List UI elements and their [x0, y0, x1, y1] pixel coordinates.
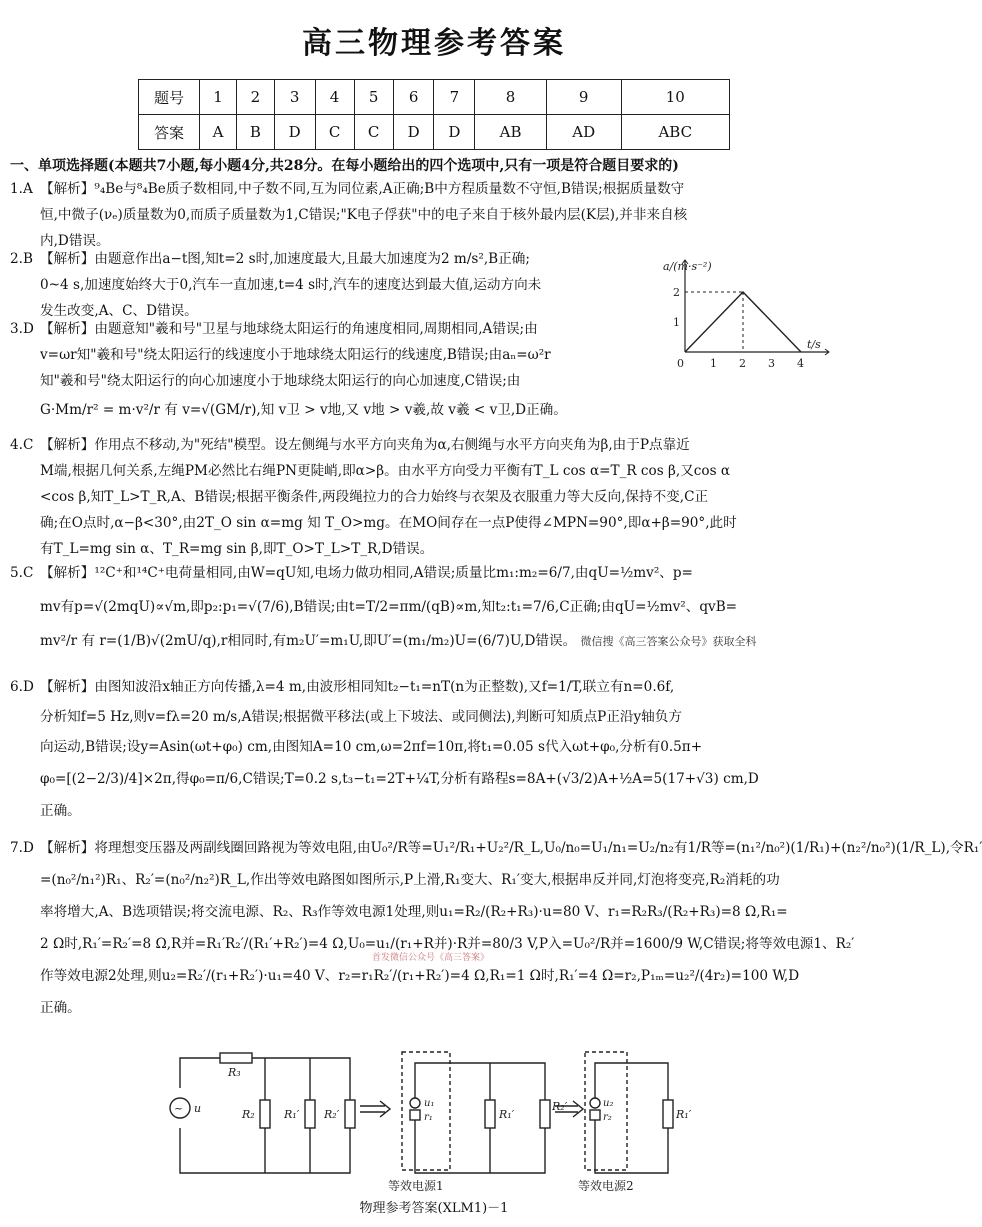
label-r1p: R₁′	[499, 1108, 515, 1121]
question-3	[10, 316, 660, 426]
label-r1p: R₁′	[676, 1108, 692, 1121]
table-cell: D	[434, 115, 475, 150]
wire	[180, 1058, 220, 1088]
question-number: 2.B	[10, 251, 33, 267]
question-text: v=ωr知"羲和号"绕太阳运行的线速度小于地球绕太阳运行的线速度,B错误;由aₙ=ω²r	[40, 347, 551, 363]
equivalent-source-1-label: 等效电源1	[388, 1179, 444, 1193]
resistor-r2p	[345, 1100, 355, 1128]
resistor-r3	[220, 1053, 252, 1063]
table-cell: D	[393, 115, 434, 150]
resistor-r1p	[485, 1100, 495, 1128]
equivalent-source-2-label: 等效电源2	[578, 1179, 634, 1193]
question-4	[10, 432, 855, 562]
table-cell: 7	[434, 80, 475, 115]
question-number: 5.C	[10, 565, 34, 581]
resistor-r1p	[663, 1100, 673, 1128]
wire	[415, 1063, 545, 1173]
question-text: M端,根据几何关系,左绳PM必然比右绳PN更陡峭,即α>β。由水平方向受力平衡有T_L cos α=T_R cos β,又cos α	[40, 463, 731, 479]
table-cell: ABC	[621, 115, 729, 150]
question-number: 7.D	[10, 840, 34, 856]
question-2	[10, 246, 660, 324]
question-text: 2 Ω时,R₁′=R₂′=8 Ω,R并=R₁′R₂′/(R₁′+R₂′)=4 Ω,U₀=u₁/(r₁+R并)·R并=80/3 V,P入=U₀²/R并=1600/9 W,C错误;将等效电源1、R₂′	[40, 936, 855, 952]
table-cell: C	[315, 115, 354, 150]
arrow-icon	[573, 1101, 583, 1117]
y-axis-label: a/(m·s⁻²)	[663, 260, 712, 273]
resistor-r1-internal	[410, 1110, 420, 1120]
question-text: 0~4 s,加速度始终大于0,汽车一直加速,t=4 s时,汽车的速度达到最大值,运动方向未	[40, 277, 542, 293]
question-number: 4.C	[10, 437, 34, 453]
table-cell: 9	[546, 80, 621, 115]
question-text: 分析知f=5 Hz,则v=fλ=20 m/s,A错误;根据微平移法(或上下坡法、或同侧法),判断可知质点P正沿y轴负方	[40, 709, 682, 725]
question-text: 【解析】¹²C⁺和¹⁴C⁺电荷量相同,由W=qU知,电场力做功相同,A错误;质量比m₁:m₂=6/7,由qU=½mv²、p=	[40, 565, 693, 581]
question-text: 恒,中微子(νₑ)质量数为0,而质子质量数为1,C错误;"K电子俘获"中的电子来自于核外最内层(K层),并非来自核	[40, 207, 688, 223]
table-cell: AB	[475, 115, 547, 150]
table-row	[139, 115, 730, 150]
y-tick-label: 1	[673, 316, 680, 329]
question-number: 3.D	[10, 321, 34, 337]
ac-symbol: ~	[174, 1102, 184, 1115]
question-text: 【解析】由题意知"羲和号"卫星与地球绕太阳运行的角速度相同,周期相同,A错误;由	[40, 321, 538, 337]
question-text: G·Mm/r² = m·v²/r 有 v=√(GM/r),知 v卫 > v地,又 v地 > v羲,故 v羲 < v卫,D正确。	[40, 402, 567, 418]
x-axis-label: t/s	[807, 338, 821, 351]
source-icon	[410, 1098, 420, 1108]
question-text: <cos β,知T_L>T_R,A、B错误;根据平衡条件,两段绳拉力的合力始终与衣架及衣服重力等大反向,保持不变,C正	[40, 489, 709, 505]
y-tick-label: 2	[673, 286, 680, 299]
a-t-graph	[655, 252, 840, 377]
table-row	[139, 80, 730, 115]
question-text: 率将增大,A、B选项错误;将交流电源、R₂、R₃作等效电源1处理,则u₁=R₂/(R₂+R₃)·u=80 V、r₁=R₂R₃/(R₂+R₃)=8 Ω,R₁=	[40, 904, 788, 920]
answer-table	[138, 79, 730, 150]
question-text: 【解析】由题意作出a−t图,知t=2 s时,加速度最大,且最大加速度为2 m/s²,B正确;	[40, 251, 530, 267]
label-r2: R₂	[242, 1108, 255, 1121]
question-text: 正确。	[40, 1000, 81, 1016]
watermark-text: 微信搜《高三答案公众号》获取全科	[580, 635, 757, 648]
table-cell: 4	[315, 80, 354, 115]
question-text: 有T_L=mg sin α、T_R=mg sin β,即T_O>T_L>T_R,D错误。	[40, 541, 434, 557]
x-tick-label: 1	[710, 357, 717, 370]
label-u1: u₁	[424, 1098, 435, 1109]
table-cell: 1	[200, 80, 237, 115]
label-r2p: R₂′	[552, 1100, 568, 1113]
resistor-r1p	[305, 1100, 315, 1128]
question-number: 1.A	[10, 181, 33, 197]
question-text: 知"羲和号"绕太阳运行的向心加速度小于地球绕太阳运行的向心加速度,C错误;由	[40, 373, 521, 389]
equivalent-source-1-box	[402, 1052, 450, 1170]
table-cell: D	[274, 115, 315, 150]
source-icon	[590, 1098, 600, 1108]
resistor-r2p	[540, 1100, 550, 1128]
resistor-r2-internal	[590, 1110, 600, 1120]
table-cell: 8	[475, 80, 547, 115]
row-label: 答案	[139, 115, 200, 150]
question-text: 发生改变,A、C、D错误。	[40, 303, 198, 319]
resistor-r2	[260, 1100, 270, 1128]
question-number: 6.D	[10, 679, 34, 695]
x-tick-label: 2	[739, 357, 746, 370]
table-cell: B	[237, 115, 275, 150]
label-r2: r₂	[603, 1112, 612, 1123]
question-6	[10, 672, 855, 826]
question-text: 向运动,B错误;设y=Asin(ωt+φ₀) cm,由图知A=10 cm,ω=2πf=10π,将t₁=0.05 s代入ωt+φ₀,分析有0.5π+	[40, 739, 703, 755]
label-r1p: R₁′	[284, 1108, 300, 1121]
question-text: 作等效电源2处理,则u₂=R₂′/(r₁+R₂′)·u₁=40 V、r₂=r₁R₂′/(r₁+R₂′)=4 Ω,R₁=1 Ω时,R₁′=4 Ω=r₂,P₁ₘ=u₂²/(4r₂)=100 W,D	[40, 968, 800, 984]
table-cell: AD	[546, 115, 621, 150]
question-5	[10, 556, 855, 659]
question-text: 【解析】将理想变压器及两副线圈回路视为等效电阻,由U₀²/R等=U₁²/R₁+U₂²/R_L,U₀/n₀=U₁/n₁=U₂/n₂有1/R等=(n₁²/n₀²)(1/R₁)+(n₂²/n₀²)(1/R_L),令R₁′	[40, 840, 982, 856]
x-tick-label: 0	[677, 357, 684, 370]
label-r2p: R₂′	[324, 1108, 340, 1121]
x-tick-label: 4	[797, 357, 804, 370]
question-7	[10, 832, 982, 1024]
x-tick-label: 3	[768, 357, 775, 370]
label-u: u	[194, 1102, 202, 1115]
question-1	[10, 176, 855, 254]
question-text: 【解析】⁹₄Be与⁸₄Be质子数相同,中子数不同,互为同位素,A正确;B中方程质量数不守恒,B错误;根据质量数守	[40, 181, 685, 197]
question-text: 【解析】作用点不移动,为"死结"模型。设左侧绳与水平方向夹角为α,右侧绳与水平方向夹角为β,由于P点靠近	[40, 437, 690, 453]
watermark-text: 首发微信公众号《高三答案》	[372, 953, 490, 963]
question-text: mv²/r 有 r=(1/B)√(2mU/q),r相同时,有m₂U′=m₁U,即U′=(m₁/m₂)U=(6/7)U,D错误。	[40, 633, 577, 649]
question-text: 【解析】由图知波沿x轴正方向传播,λ=4 m,由波形相同知t₂−t₁=nT(n为正整数),又f=1/T,联立有n=0.6f,	[40, 679, 675, 695]
page-title: 高三物理参考答案	[302, 26, 566, 61]
table-cell: 5	[354, 80, 393, 115]
section-heading: 一、单项选择题(本题共7小题,每小题4分,共28分。在每小题给出的四个选项中,只有一项是符合题目要求的)	[10, 158, 679, 174]
question-text: =(n₀²/n₁²)R₁、R₂′=(n₀²/n₂²)R_L,作出等效电路图如图所示,P上滑,R₁变大、R₁′变大,根据串反并同,灯泡将变亮,R₂消耗的功	[40, 872, 780, 888]
table-cell: 2	[237, 80, 275, 115]
circuit-diagram	[160, 1048, 700, 1196]
page-footer: 物理参考答案(XLM1)－1	[359, 1201, 509, 1216]
row-label: 题号	[139, 80, 200, 115]
table-cell: 3	[274, 80, 315, 115]
question-text: 确;在O点时,α−β<30°,由2T_O sin α=mg 知 T_O>mg。在MO间存在一点P使得∠MPN=90°,即α+β=90°,此时	[40, 515, 737, 531]
question-text: φ₀=[(2−2/3)/4]×2π,得φ₀=π/6,C错误;T=0.2 s,t₃−t₁=2T+¼T,分析有路程s=8A+(√3/2)A+½A=5(17+√3) cm,D	[40, 771, 759, 787]
arrow-icon	[380, 1101, 390, 1117]
table-cell: 6	[393, 80, 434, 115]
table-cell: C	[354, 115, 393, 150]
table-cell: 10	[621, 80, 729, 115]
label-r1: r₁	[424, 1112, 433, 1123]
question-text: mv有p=√(2mqU)∝√m,即p₂:p₁=√(7/6),B错误;由t=T/2=πm/(qB)∝m,知t₂:t₁=7/6,C正确;由qU=½mv²、qvB=	[40, 599, 738, 615]
label-r3: R₃	[228, 1066, 241, 1079]
question-text: 内,D错误。	[40, 233, 110, 249]
question-text: 正确。	[40, 803, 81, 819]
table-cell: A	[200, 115, 237, 150]
label-u2: u₂	[603, 1098, 614, 1109]
